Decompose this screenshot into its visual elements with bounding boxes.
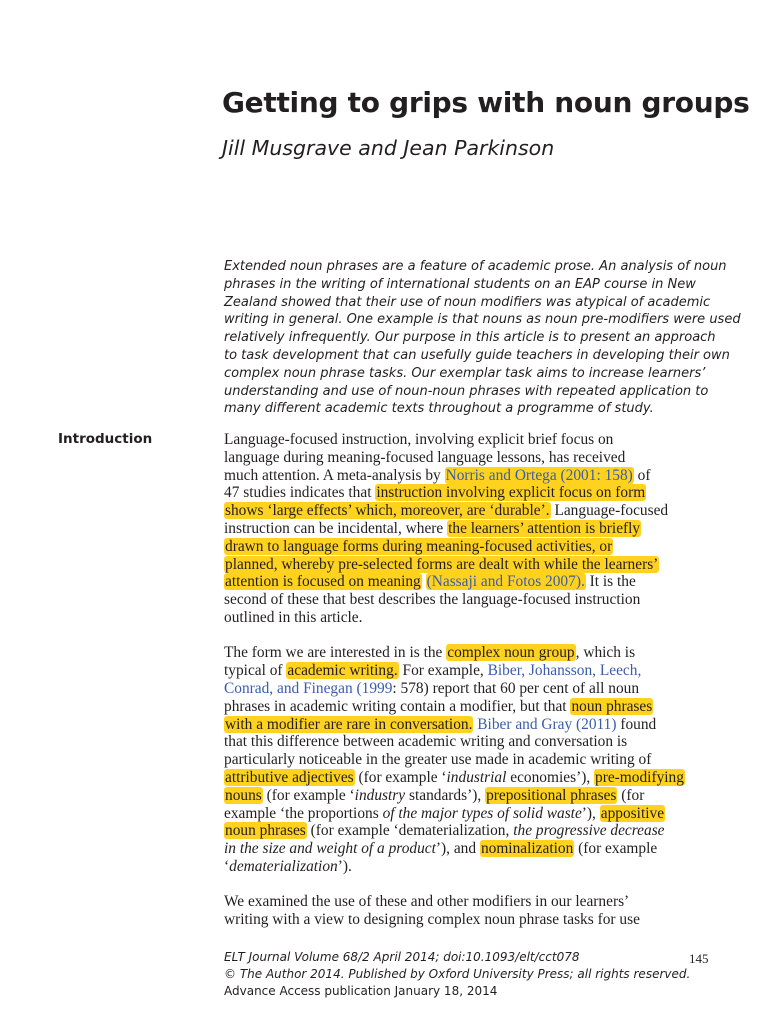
text-run: instruction can be incidental, where bbox=[224, 519, 444, 537]
body-line bbox=[224, 893, 724, 911]
body-line bbox=[224, 716, 724, 734]
advance-access-note: Advance Access publication January 18, 2014 bbox=[224, 984, 498, 998]
body-line bbox=[224, 431, 724, 449]
citation-link[interactable]: Biber and Gray (2011) bbox=[477, 715, 617, 733]
body-line bbox=[224, 556, 724, 574]
body-line bbox=[224, 698, 724, 716]
body-line bbox=[224, 662, 724, 680]
journal-citation: ELT Journal Volume 68/2 April 2014; doi:10.1093/elt/cct078 bbox=[224, 950, 580, 964]
text-run: example ‘the proportions bbox=[224, 804, 379, 822]
abstract-line: complex noun phrase tasks. Our exemplar task aims to increase learners’ bbox=[224, 365, 706, 381]
text-run: that this difference between academic writing and conversation is bbox=[224, 733, 628, 751]
text-run: of bbox=[637, 466, 651, 484]
text-run: ’), and bbox=[435, 840, 477, 858]
highlighted-text: with a modifier are rare in conversation. bbox=[225, 715, 473, 733]
text-run: (for example bbox=[578, 840, 658, 858]
italic-run: in the size and weight of a product bbox=[224, 840, 436, 858]
highlighted-text: appositive bbox=[600, 804, 665, 822]
text-run: We examined the use of these and other modifiers in our learners’ bbox=[224, 893, 630, 911]
text-run: economies’), bbox=[506, 768, 591, 786]
text-run: language during meaning-focused language lessons, has received bbox=[224, 448, 626, 466]
highlighted-text: the learners’ attention is briefly bbox=[448, 519, 641, 537]
body-line bbox=[224, 769, 724, 787]
body-line bbox=[224, 609, 724, 627]
article-title: Getting to grips with noun groups bbox=[222, 86, 750, 119]
text-run: typical of bbox=[224, 662, 283, 680]
body-line bbox=[224, 644, 724, 662]
italic-run: dematerialization bbox=[229, 857, 338, 875]
text-run: (for example ‘dematerialization, bbox=[310, 822, 510, 840]
text-run: ’), bbox=[581, 804, 596, 822]
text-run: ’). bbox=[337, 857, 352, 875]
body-line bbox=[224, 449, 724, 467]
abstract-line: many different academic texts throughout a programme of study. bbox=[224, 401, 654, 417]
text-run: , which is bbox=[575, 644, 636, 662]
abstract-line: Extended noun phrases are a feature of academic prose. An analysis of noun bbox=[224, 259, 727, 274]
text-run: Language-focused bbox=[554, 502, 669, 520]
italic-run: industrial bbox=[446, 768, 507, 786]
highlighted-text: drawn to language forms during meaning-focused activities, or bbox=[225, 537, 613, 555]
abstract-line: understanding and use of noun-noun phrases with repeated application to bbox=[224, 383, 709, 399]
text-run: (for example ‘ bbox=[358, 768, 447, 786]
highlighted-text: attributive adjectives bbox=[225, 768, 354, 786]
body-line bbox=[224, 680, 724, 698]
body-line bbox=[224, 502, 724, 520]
citation-link[interactable]: Biber, Johansson, Leech, bbox=[487, 662, 642, 680]
page-footer bbox=[224, 949, 714, 1000]
text-run: (for bbox=[621, 786, 645, 804]
highlighted-text: nouns bbox=[225, 786, 262, 804]
highlighted-text: academic writing. bbox=[287, 662, 398, 680]
body-line bbox=[224, 911, 724, 929]
text-run: outlined in this article. bbox=[224, 608, 363, 626]
body-line bbox=[224, 591, 724, 609]
citation-link[interactable]: Norris and Ortega (2001: 158) bbox=[445, 466, 633, 484]
highlighted-text: prepositional phrases bbox=[486, 786, 617, 804]
highlighted-text: planned, whereby pre-selected forms are dealt with while the learners’ bbox=[225, 555, 659, 573]
body-line bbox=[224, 538, 724, 556]
body-line bbox=[224, 787, 724, 805]
abstract-line: relatively infrequently. Our purpose in this article is to present an approach bbox=[224, 330, 716, 346]
page-number: 145 bbox=[689, 951, 709, 966]
italic-run: of the major types of solid waste bbox=[382, 804, 582, 822]
abstract-line: writing in general. One example is that nouns as noun pre-modifiers were used bbox=[224, 312, 741, 328]
body-line bbox=[224, 751, 724, 769]
body-line bbox=[224, 840, 724, 858]
body-line bbox=[224, 520, 724, 538]
paragraph-gap bbox=[224, 627, 724, 645]
section-heading: Introduction bbox=[58, 431, 153, 447]
body-line bbox=[224, 467, 724, 485]
body-text bbox=[224, 431, 724, 929]
highlighted-text: nominalization bbox=[480, 840, 574, 858]
text-run: phrases in academic writing contain a modifier, but that bbox=[224, 697, 567, 715]
article-authors: Jill Musgrave and Jean Parkinson bbox=[222, 136, 555, 160]
text-run: The form we are interested in is the bbox=[224, 644, 443, 662]
paragraph-gap bbox=[224, 876, 724, 894]
text-run: writing with a view to designing complex noun phrase tasks for use bbox=[224, 911, 640, 929]
highlighted-text: noun phrases bbox=[571, 697, 653, 715]
text-run: particularly noticeable in the greater use made in academic writing of bbox=[224, 751, 652, 769]
text-run: : 578) report that 60 per cent of all noun bbox=[392, 679, 640, 697]
body-line bbox=[224, 573, 724, 591]
citation-link[interactable]: (Nassaji and Fotos 2007). bbox=[426, 573, 585, 591]
text-run: (for example ‘ bbox=[266, 786, 355, 804]
body-line bbox=[224, 858, 724, 876]
abstract bbox=[224, 258, 741, 418]
body-line bbox=[224, 822, 724, 840]
citation-link[interactable]: Conrad, and Finegan (1999 bbox=[224, 679, 393, 697]
highlighted-text: complex noun group bbox=[447, 644, 575, 662]
abstract-line: phrases in the writing of international students on an EAP course in New bbox=[224, 276, 696, 292]
abstract-line: to task development that can usefully guide teachers in developing their own bbox=[224, 347, 730, 363]
highlighted-text: instruction involving explicit focus on form bbox=[376, 484, 646, 502]
highlighted-text: pre-modifying bbox=[595, 768, 684, 786]
copyright-notice: © The Author 2014. Published by Oxford University Press; all rights reserved. bbox=[224, 967, 691, 981]
text-run: much attention. A meta-analysis by bbox=[224, 466, 441, 484]
text-run: 47 studies indicates that bbox=[224, 484, 372, 502]
abstract-line: Zealand showed that their use of noun modifiers was atypical of academic bbox=[224, 294, 711, 310]
italic-run: industry bbox=[354, 786, 406, 804]
text-run: ‘ bbox=[224, 857, 230, 875]
italic-run: the progressive decrease bbox=[513, 822, 665, 840]
text-run: found bbox=[620, 715, 657, 733]
text-run: standards’), bbox=[405, 786, 482, 804]
body-line bbox=[224, 805, 724, 823]
highlighted-text: shows ‘large effects’ which, moreover, are ‘durable’. bbox=[225, 502, 550, 520]
highlighted-text: attention is focused on meaning bbox=[225, 573, 421, 591]
body-line bbox=[224, 733, 724, 751]
highlighted-text: noun phrases bbox=[225, 822, 306, 840]
text-run: second of these that best describes the language-focused instruction bbox=[224, 591, 641, 609]
text-run: It is the bbox=[589, 573, 636, 591]
body-line bbox=[224, 484, 724, 502]
text-run: For example, bbox=[402, 662, 484, 680]
text-run: Language-focused instruction, involving explicit brief focus on bbox=[224, 431, 614, 448]
